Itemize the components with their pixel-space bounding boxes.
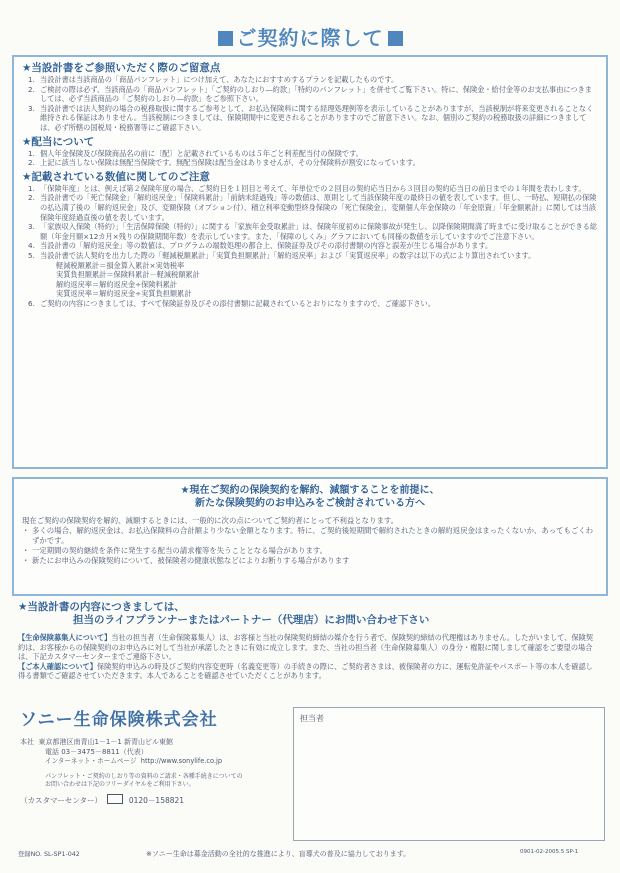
footer-code: 0901-02-2005.5 SP-1 [520, 849, 579, 855]
contact-heading: ★当設計書の内容につきましては、 担当のライフプランナーまたはパートナー（代理店）にお問い合わせ下さい [18, 601, 430, 626]
representative-label: 担当者 [300, 714, 324, 723]
lower-notes [18, 633, 598, 681]
formula-line: 解約返戻率＝解約返戻金÷保険料累計 [56, 279, 178, 289]
list-item: 2. ご検討の際は必ず、当該商品の「商品パンフレット」「ご契約のしおり―約款」「特約のパンフレット」を併せてご覧下さい。特に、保険金・給付金等のお支払事由につきましては、必ず当該商品の「ご契約のしおり―約款」をご参照下さい。 [28, 84, 592, 104]
section-heading-precautions: ★当設計書をご参照いただく際のご留意点 [22, 62, 221, 74]
notes-box [12, 55, 608, 469]
formula-line: 実質負担額累計＝保険料累計－軽減税額累計 [56, 270, 200, 280]
website: インターネット・ホームページ http://www.sonylife.co.jp [45, 757, 223, 765]
list-item: 3. 「家族収入保険（特約）」「生活保障保険（特約）」に関する「家族年金受取累計」は、保険年度初めに保険事故が発生し、以降保険期間満了時までに受け取ることができる総額（年金月額×12カ月×残りの保険期間年数）を表示しています。また、「保障のしくみ」グラフにおいても同様の数値を示していますのでご注意下さい。 [28, 222, 598, 241]
list-item: 1. 個人年金保険及び保険商品名の前に〔配〕と記載されているものは５年ごと利差配当付の保険です。 [28, 148, 363, 158]
agent-note: 【生命保険募集人について】当社の担当者（生命保険募集人）は、お客様と当社の保険契約締結の媒介を行う者で、保険契約締結の代理権はありません。したがいまして、保険契約は、お客様からの保険契約のお申込みに対して当社が承諾したときに有効に成立します。また、当社の担当者（生命保険募集人）の身分・権限に関しまして確認をご要望の場合は、下記カスタマーセンターまでご連絡下さい。 [18, 633, 594, 662]
page-title: ご契約に際して [0, 22, 620, 51]
list-item: 3. 当設計書では法人契約の場合の税務取扱に関するご参考として、お払込保険料に関する経理処理例等を表示していることがありますが、当該税制が将来変更されることなく維持される保証はありません。当該税制につきましては、保険期間中に変更されることがありますのでご留意下さい。なお、個別のご契約の税務取扱の詳細につきましては、必ず所轄の国税局・税務署等にご確認下さい。 [28, 103, 594, 132]
company-name: ソニー生命保険株式会社 [20, 710, 218, 730]
list-item: 2. 当設計書での「死亡保険金」「解約返戻金」「保険料累計」「前納未経過残」等の数値は、原則として当該保険年度の最終日の値を表しています。但し、一時払、短期払の保険の払込満了後の「解約返戻金」及び、変額保険（オプション付）、積立利率変動型終身保険の「死亡保険金」、変額個人年金保険の「年金原資」「年金額累計」に関しては当該保険年度経過直後の値を表しています。 [28, 193, 597, 222]
list-item: ・ 一定期間の契約継続を条件に発生する配当の請求権等を失うこととなる場合があります。 [22, 545, 328, 555]
footer-registration: 登録NO. SL-SP1-042 [18, 851, 80, 858]
list-item: ・ 新たにお申込みの保険契約について、被保険者の健康状態などによりお断りする場合があります [22, 555, 350, 565]
list-item: 5. 当設計書で法人契約を出力した際の「軽減税額累計」「実質負担額累計」「解約返戻率」および「実質返戻率」の数字は以下の式により算出されています。 [28, 250, 536, 260]
list-item: ・ 多くの場合、解約返戻金は、お払込保険料の合計額より少ない金額となります。特に、ご契約後短期間で解約されたときの解約返戻金はまったくないか、あってもごくわずかです。 [22, 525, 594, 545]
title-square-right-icon [388, 31, 403, 46]
cancellation-warning-box [12, 477, 608, 596]
section-heading-dividends: ★配当について [22, 135, 95, 148]
formula-line: 軽減税額累計＝損金算入累計×実効税率 [56, 260, 185, 270]
hq-phone: 電話 03－3475－8811（代表） [45, 747, 148, 756]
formula-line: 実質返戻率＝解約返戻金÷実質負担額累計 [56, 289, 192, 299]
representative-box [293, 707, 605, 841]
hq-address: 本社 東京都港区南青山1－1－1 新青山ビル東館 [20, 738, 174, 746]
footer-notice: ※ソニー生命は募金活動の全社的な推進により、盲導犬の普及に協力しております。 [146, 850, 411, 858]
warning-heading-line1: ★現在ご契約の保険契約を解約、減額することを前提に、 [180, 485, 440, 496]
company-block [20, 705, 260, 805]
freedial-icon [107, 794, 123, 804]
customer-center: （カスタマーセンター） 0120－158821 [20, 795, 185, 805]
warning-intro: 現在ご契約の保険契約を解約、減額するときには、一般的に次の点についてご契約者にとって不利益となります。 [22, 516, 399, 525]
list-item: 1. 「保険年度」とは、例えば第２保険年度の場合、ご契約日を１回目と考えて、年単位での２回目の契約応当日から３回目の契約応当日の前日までの１年間を表わします。 [28, 183, 586, 193]
inquiry-note: パンフレット・ご契約のしおり等の資料のご請求・各種手続きについての お問い合わせは下記のフリーダイヤルをご利用下さい。 [45, 772, 243, 788]
title-square-left-icon [218, 31, 233, 46]
section-heading-numbers: ★記載されている数値に関してのご注意 [22, 170, 210, 183]
list-item: 4. 当設計書の「解約返戻金」等の数値は、プログラムの端数処理の都合上、保険証券及びその添付書類の内容と誤差が生じる場合があります。 [28, 241, 493, 251]
list-item: 2. 上記に該当しない保険は無配当保険です。無配当保険は配当金はありませんが、その分保険料が割安になっています。 [28, 158, 420, 168]
identity-note: 【ご本人確認について】保険契約申込みの時及びご契約内容変更時（名義変更等）の手続きの際に、ご契約者さまは、被保険者の方に、運転免許証やパスポート等の本人を確認し得る書類でご確認させていただきます。本人であることを確認させていただくことがあります。 [18, 661, 593, 681]
warning-heading-line2: 新たな保険契約のお申込みをご検討されている方へ [195, 498, 425, 509]
list-item: 6. ご契約の内容につきましては、すべて保険証券及びその添付書類に記載されているとおりになりますので、ご確認下さい。 [28, 298, 435, 308]
list-item: 1. 当設計書は当該商品の「商品パンフレット」につけ加えて、あなたにおすすめするプランを記載したものです。 [28, 75, 399, 84]
